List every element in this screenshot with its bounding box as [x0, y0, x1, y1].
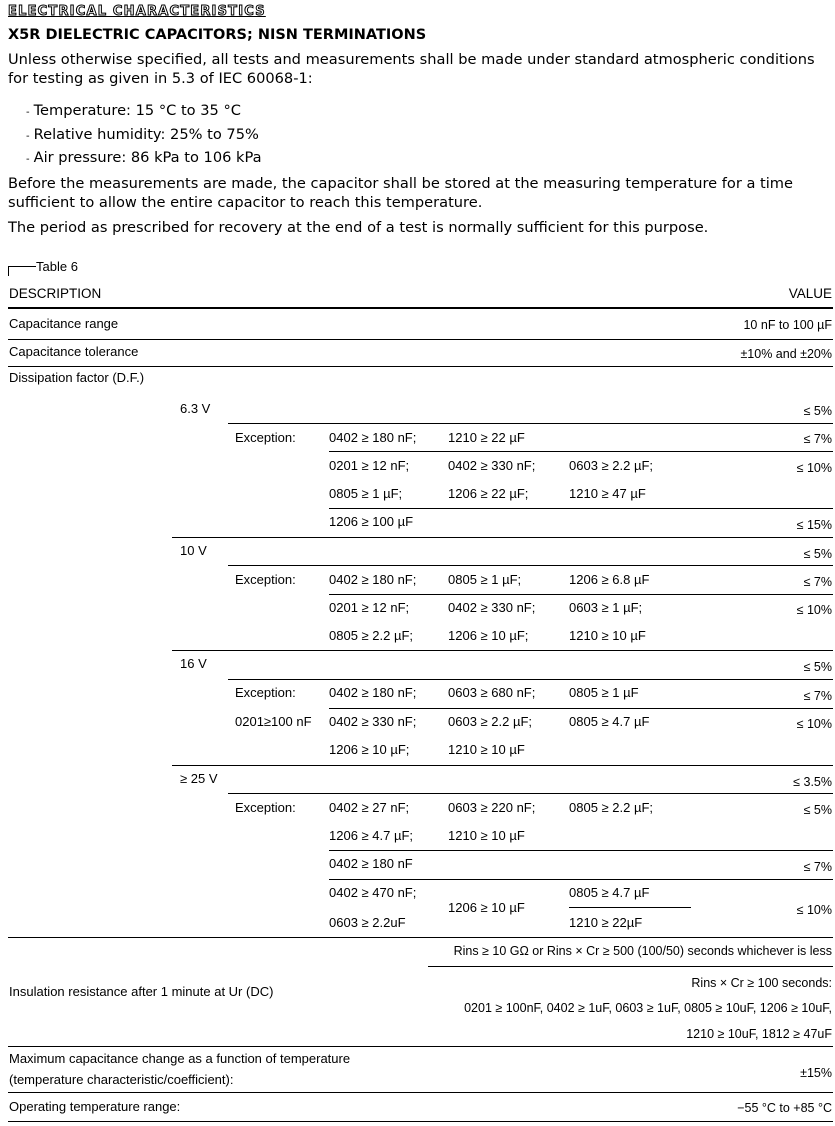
v25-r1-b: 0603 ≥ 220 nF; [448, 800, 536, 815]
v10-r2-b: 0402 ≥ 330 nF; [448, 600, 536, 615]
v63-r1v: ≤ 7% [803, 432, 832, 446]
ins-label: Insulation resistance after 1 minute at Ur (DC) [9, 984, 274, 999]
v10-r3-b: 1206 ≥ 10 µF; [448, 628, 529, 643]
v25-base: ≤ 3.5% [793, 775, 832, 789]
v25-r4-b: 0603 ≥ 2.2uF [329, 915, 406, 930]
v16-base: ≤ 5% [803, 660, 832, 674]
ins-value-2: Rins × Cr ≥ 100 seconds: [691, 976, 832, 990]
subtitle: X5R DIELECTRIC CAPACITORS; NISN TERMINATIONS [8, 27, 427, 43]
v16-exception: Exception: [235, 685, 296, 700]
ins-value-4: 1210 ≥ 10uF, 1812 ≥ 47uF [686, 1027, 832, 1041]
tc-label-1: Maximum capacitance change as a function of temperature [9, 1051, 351, 1066]
v25-r1-a: 0402 ≥ 27 nF; [329, 800, 410, 815]
v63-r1-a: 0402 ≥ 180 nF; [329, 430, 417, 445]
cap-range-value: 10 nF to 100 µF [743, 318, 832, 332]
v25-r4v: ≤ 10% [796, 903, 832, 917]
v16-r1-b: 0603 ≥ 680 nF; [448, 685, 536, 700]
col-description: DESCRIPTION [9, 286, 102, 301]
storage-paragraph: Before the measurements are made, the capacitor shall be stored at the measuring temperature for a time sufficient to allow the entire capacitor to reach this temperature. [8, 175, 794, 211]
v10-r23v: ≤ 10% [796, 603, 832, 617]
v63-r3-c: 1210 ≥ 47 µF [569, 486, 646, 501]
v16-r1-c: 0805 ≥ 1 µF [569, 685, 639, 700]
tc-value: ±15% [800, 1066, 832, 1080]
cap-tol-label: Capacitance tolerance [9, 344, 139, 359]
ins-value-1: Rins ≥ 10 GΩ or Rins × Cr ≥ 500 (100/50) seconds whichever is less [453, 944, 832, 958]
v25-r3v: ≤ 7% [803, 860, 832, 874]
v25-r2-b: 1210 ≥ 10 µF [448, 828, 525, 843]
v16-r2-b: 0603 ≥ 2.2 µF; [448, 714, 533, 729]
v25-r3-a: 0402 ≥ 180 nF [329, 856, 413, 871]
cap-range-label: Capacitance range [9, 316, 119, 331]
df-label: Dissipation factor (D.F.) [9, 370, 145, 385]
v25-r1-c: 0805 ≥ 2.2 µF; [569, 800, 654, 815]
table-caption: Table 6 [36, 259, 78, 274]
v63-exception: Exception: [235, 430, 296, 445]
v25-r4-c: 1206 ≥ 10 µF [448, 900, 525, 915]
v10-base: ≤ 5% [803, 547, 832, 561]
v16-r1v: ≤ 7% [803, 689, 832, 703]
v63-r4-a: 1206 ≥ 100 µF [329, 514, 414, 529]
v63-r2-b: 0402 ≥ 330 nF; [448, 458, 536, 473]
v10-r1-a: 0402 ≥ 180 nF; [329, 572, 417, 587]
v25-r12v: ≤ 5% [803, 803, 832, 817]
v10-exception: Exception: [235, 572, 296, 587]
v63-r4v: ≤ 15% [796, 518, 832, 532]
v16-r2-c: 0805 ≥ 4.7 µF [569, 714, 650, 729]
v63-r2-c: 0603 ≥ 2.2 µF; [569, 458, 654, 473]
tc-label-2: (temperature characteristic/coefficient): [9, 1072, 234, 1087]
v25-exception: Exception: [235, 800, 296, 815]
v10-r3-c: 1210 ≥ 10 µF [569, 628, 646, 643]
v10-r1-b: 0805 ≥ 1 µF; [448, 572, 522, 587]
cap-tol-value: ±10% and ±20% [740, 347, 832, 361]
v63-voltage: 6.3 V [180, 401, 211, 416]
section-title: ELECTRICAL CHARACTERISTICS [8, 4, 266, 19]
v10-r3-a: 0805 ≥ 2.2 µF; [329, 628, 414, 643]
v16-r23v: ≤ 10% [796, 717, 832, 731]
bullet-pressure: - Air pressure: 86 kPa to 106 kPa [26, 149, 262, 166]
v25-r2-a: 1206 ≥ 4.7 µF; [329, 828, 414, 843]
v10-r1-c: 1206 ≥ 6.8 µF [569, 572, 650, 587]
v63-r23v: ≤ 10% [796, 461, 832, 475]
v63-r2-a: 0201 ≥ 12 nF; [329, 458, 410, 473]
v16-voltage: 16 V [180, 656, 207, 671]
v25-voltage: ≥ 25 V [180, 771, 218, 786]
v16-r3-b: 1210 ≥ 10 µF [448, 742, 525, 757]
v16-r3-a: 1206 ≥ 10 µF; [329, 742, 410, 757]
bullet-temperature: - Temperature: 15 °C to 35 °C [26, 102, 241, 119]
v16-extra: 0201≥100 nF [235, 714, 312, 729]
v10-r2-c: 0603 ≥ 1 µF; [569, 600, 643, 615]
v63-r3-b: 1206 ≥ 22 µF; [448, 486, 529, 501]
v16-r2-a: 0402 ≥ 330 nF; [329, 714, 417, 729]
v63-r1-b: 1210 ≥ 22 µF [448, 430, 525, 445]
op-value: −55 °C to +85 °C [737, 1101, 832, 1115]
recovery-paragraph: The period as prescribed for recovery at the end of a test is normally sufficient for this purpose. [8, 219, 709, 236]
v25-r4-e: 1210 ≥ 22µF [569, 915, 643, 930]
intro-paragraph: Unless otherwise specified, all tests and measurements shall be made under standard atmospheric conditions for testing as given in 5.3 of IEC 60068-1: [8, 51, 815, 87]
op-label: Operating temperature range: [9, 1099, 181, 1114]
v10-r1v: ≤ 7% [803, 575, 832, 589]
v25-r4-d: 0805 ≥ 4.7 µF [569, 885, 650, 900]
col-value: VALUE [788, 286, 832, 301]
v25-r4-a: 0402 ≥ 470 nF; [329, 885, 417, 900]
v63-base: ≤ 5% [803, 404, 832, 418]
v63-r3-a: 0805 ≥ 1 µF; [329, 486, 403, 501]
v10-voltage: 10 V [180, 543, 207, 558]
v10-r2-a: 0201 ≥ 12 nF; [329, 600, 410, 615]
v16-r1-a: 0402 ≥ 180 nF; [329, 685, 417, 700]
bullet-humidity: - Relative humidity: 25% to 75% [26, 126, 259, 143]
ins-value-3: 0201 ≥ 100nF, 0402 ≥ 1uF, 0603 ≥ 1uF, 0805 ≥ 10uF, 1206 ≥ 10uF, [464, 1001, 832, 1015]
